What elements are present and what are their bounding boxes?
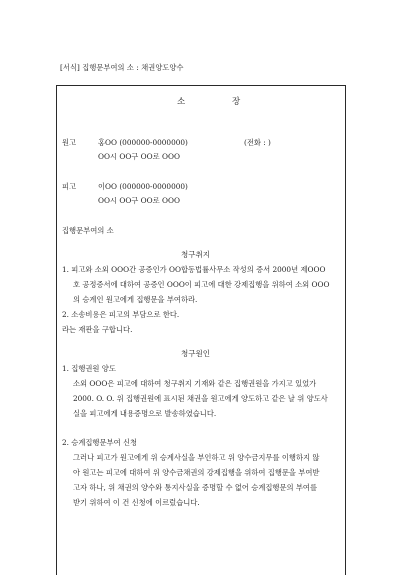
defendant-name: 이OO (000000-0000000): [98, 182, 188, 191]
plaintiff-name: 홍OO (000000-0000000): [98, 138, 188, 147]
claim-purpose-line-3: 의 승계인 원고에게 집행문을 부여하라.: [73, 295, 198, 304]
case-name: 집행문부여의 소: [62, 226, 114, 235]
plaintiff-phone: (전화 : ): [244, 138, 271, 147]
document-title-2: 장: [232, 97, 241, 107]
claim-purpose-line-4: 2. 소송비용은 피고의 부담으로 한다.: [62, 310, 180, 319]
claim-purpose-heading: 청구취지: [181, 250, 210, 259]
claim-cause-heading: 청구원인: [181, 349, 210, 358]
document-title-1: 소: [177, 97, 186, 107]
claim-cause-section-2-line-3: 고자 하나, 위 채권의 양수와 통지사실을 증명할 수 없어 승계집행문의 부여를: [73, 483, 318, 492]
claim-cause-section-2-line-2: 아 원고는 피고에 대하여 위 양수금채권의 강제집행을 위하여 집행문을 부여받: [73, 468, 320, 477]
claim-purpose-line-5: 라는 재판을 구합니다.: [62, 325, 133, 334]
claim-purpose-line-1: 1. 피고와 소외 OOO간 공증인가 OO합동법률사무소 작성의 증서 2000년 제OOO: [62, 265, 326, 274]
claim-cause-section-2-line-4: 받기 위하여 이 건 신청에 이르렀습니다.: [73, 498, 200, 507]
claim-cause-section-1-line-3: 실을 피고에게 내용증명으로 발송하였습니다.: [73, 409, 217, 418]
defendant-address: OO시 OO구 OO로 OOO: [98, 196, 180, 205]
claim-cause-section-2-title: 2. 승계집행문부여 신청: [62, 438, 138, 447]
claim-cause-section-1-title: 1. 집행권원 양도: [62, 364, 116, 373]
claim-cause-section-2-line-1: 그러나 피고가 원고에게 위 승계사실을 부인하고 위 양수금지무를 이행하지 않: [73, 453, 320, 462]
plaintiff-label: 원고: [62, 138, 77, 147]
claim-cause-section-1-line-1: 소외 OOO은 피고에 대하여 청구취지 기재와 같은 집행권원을 가지고 있었가: [73, 379, 317, 388]
claim-purpose-line-2: 호 공정증서에 대하여 공증인 OOO이 피고에 대한 강제집행을 위하여 소외 OOO: [73, 280, 330, 289]
claim-cause-section-1-line-2: 2000. O. O. 위 집행권원에 표시된 채권을 원고에게 양도하고 같은 날 위 양도사: [73, 394, 328, 403]
plaintiff-address: OO시 OO구 OO로 OOO: [98, 152, 180, 161]
document-header: [서식] 집행문부여의 소 : 채권양도양수: [60, 63, 184, 72]
defendant-label: 피고: [62, 182, 77, 191]
